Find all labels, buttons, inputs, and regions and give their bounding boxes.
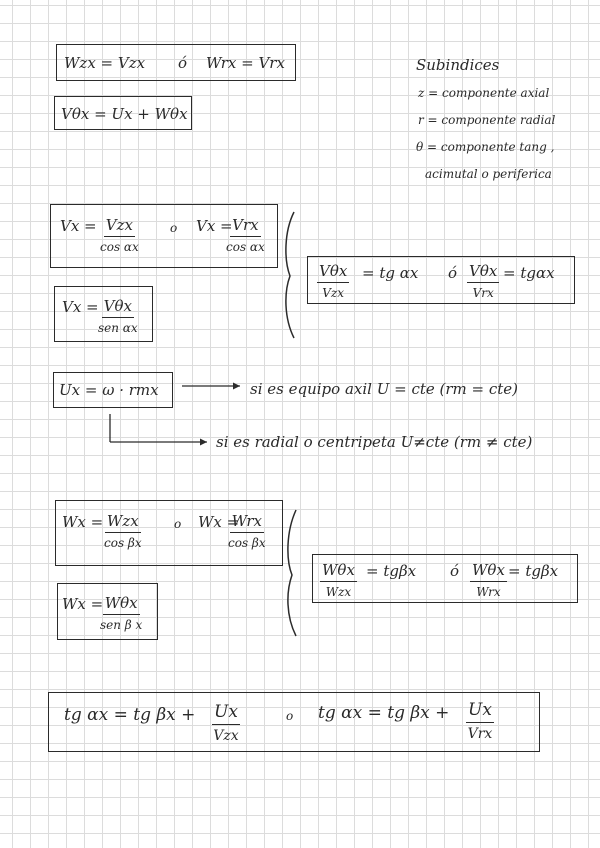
or-text: ó bbox=[450, 562, 460, 580]
fraction-numerator: Vθx bbox=[467, 262, 499, 283]
fraction-numerator: Ux bbox=[466, 700, 494, 723]
axial-note: si es equipo axil U = cte (rm = cte) bbox=[250, 380, 519, 398]
final-lhs-1: tg αx = tg βx + bbox=[64, 705, 196, 725]
fraction-numerator: Wzx bbox=[105, 512, 141, 533]
bracket-w-group bbox=[288, 510, 296, 636]
legend-title: Subindices bbox=[416, 56, 500, 74]
w2-lhs: Wx = bbox=[198, 513, 240, 531]
fraction-denominator: Vrx bbox=[467, 726, 493, 742]
fraction-denominator: Vrx bbox=[472, 286, 494, 300]
w3-lhs: Wx = bbox=[62, 595, 104, 613]
legend-item: acimutal o periferica bbox=[425, 167, 552, 181]
radial-note: si es radial o centripeta U≠cte (rm ≠ cte) bbox=[216, 433, 533, 451]
fraction-denominator: cos αx bbox=[226, 240, 265, 254]
legend-item: r = componente radial bbox=[418, 113, 556, 127]
eq-v-theta: Vθx = Ux + Wθx bbox=[61, 105, 188, 123]
v1-lhs: Vx = bbox=[60, 217, 97, 235]
legend-item: θ = componente tang , bbox=[416, 140, 555, 154]
fraction-numerator: Vθx bbox=[317, 262, 349, 283]
fraction-denominator: Vzx bbox=[322, 286, 345, 300]
fraction-denominator: sen β x bbox=[100, 618, 143, 632]
tan-beta-rhs: = tgβx bbox=[366, 562, 417, 580]
eq-wr: Wrx = Vrx bbox=[206, 54, 285, 72]
fraction-numerator: Vzx bbox=[104, 216, 135, 237]
w1-lhs: Wx = bbox=[62, 513, 104, 531]
fraction-numerator: Wrx bbox=[230, 512, 264, 533]
v3-lhs: Vx = bbox=[62, 298, 99, 316]
eq-wz: Wzx = Vzx bbox=[64, 54, 146, 72]
bracket-v-group bbox=[286, 212, 294, 338]
fraction-denominator: Wrx bbox=[476, 585, 501, 599]
fraction-denominator: cos βx bbox=[228, 536, 266, 550]
or-text: ó bbox=[178, 54, 188, 72]
v2-lhs: Vx = bbox=[196, 217, 233, 235]
tan-alpha-rhs: = tg αx bbox=[362, 264, 419, 282]
or-text: ó bbox=[448, 264, 458, 282]
tan-beta-rhs-2: = tgβx bbox=[508, 562, 559, 580]
fraction-numerator: Vrx bbox=[230, 216, 260, 237]
fraction-numerator: Wθx bbox=[103, 594, 140, 615]
fraction-denominator: Vzx bbox=[213, 728, 239, 744]
or-text: o bbox=[170, 221, 178, 235]
fraction-denominator: sen αx bbox=[98, 321, 138, 335]
fraction-numerator: Vθx bbox=[102, 297, 134, 318]
eq-u-omega: Ux = ω · rmx bbox=[59, 381, 159, 399]
fraction-numerator: Ux bbox=[212, 702, 240, 725]
arrow-radial-head bbox=[200, 439, 207, 446]
legend-item: z = componente axial bbox=[418, 86, 550, 100]
tan-alpha-rhs-2: = tgαx bbox=[503, 264, 555, 282]
or-text: o bbox=[286, 709, 294, 723]
fraction-numerator: Wθx bbox=[320, 561, 357, 582]
final-lhs-2: tg αx = tg βx + bbox=[318, 703, 450, 723]
fraction-denominator: Wzx bbox=[325, 585, 352, 599]
arrow-axial-head bbox=[233, 383, 240, 390]
or-text: o bbox=[174, 517, 182, 531]
fraction-denominator: cos αx bbox=[100, 240, 139, 254]
fraction-denominator: cos βx bbox=[104, 536, 142, 550]
fraction-numerator: Wθx bbox=[470, 561, 507, 582]
